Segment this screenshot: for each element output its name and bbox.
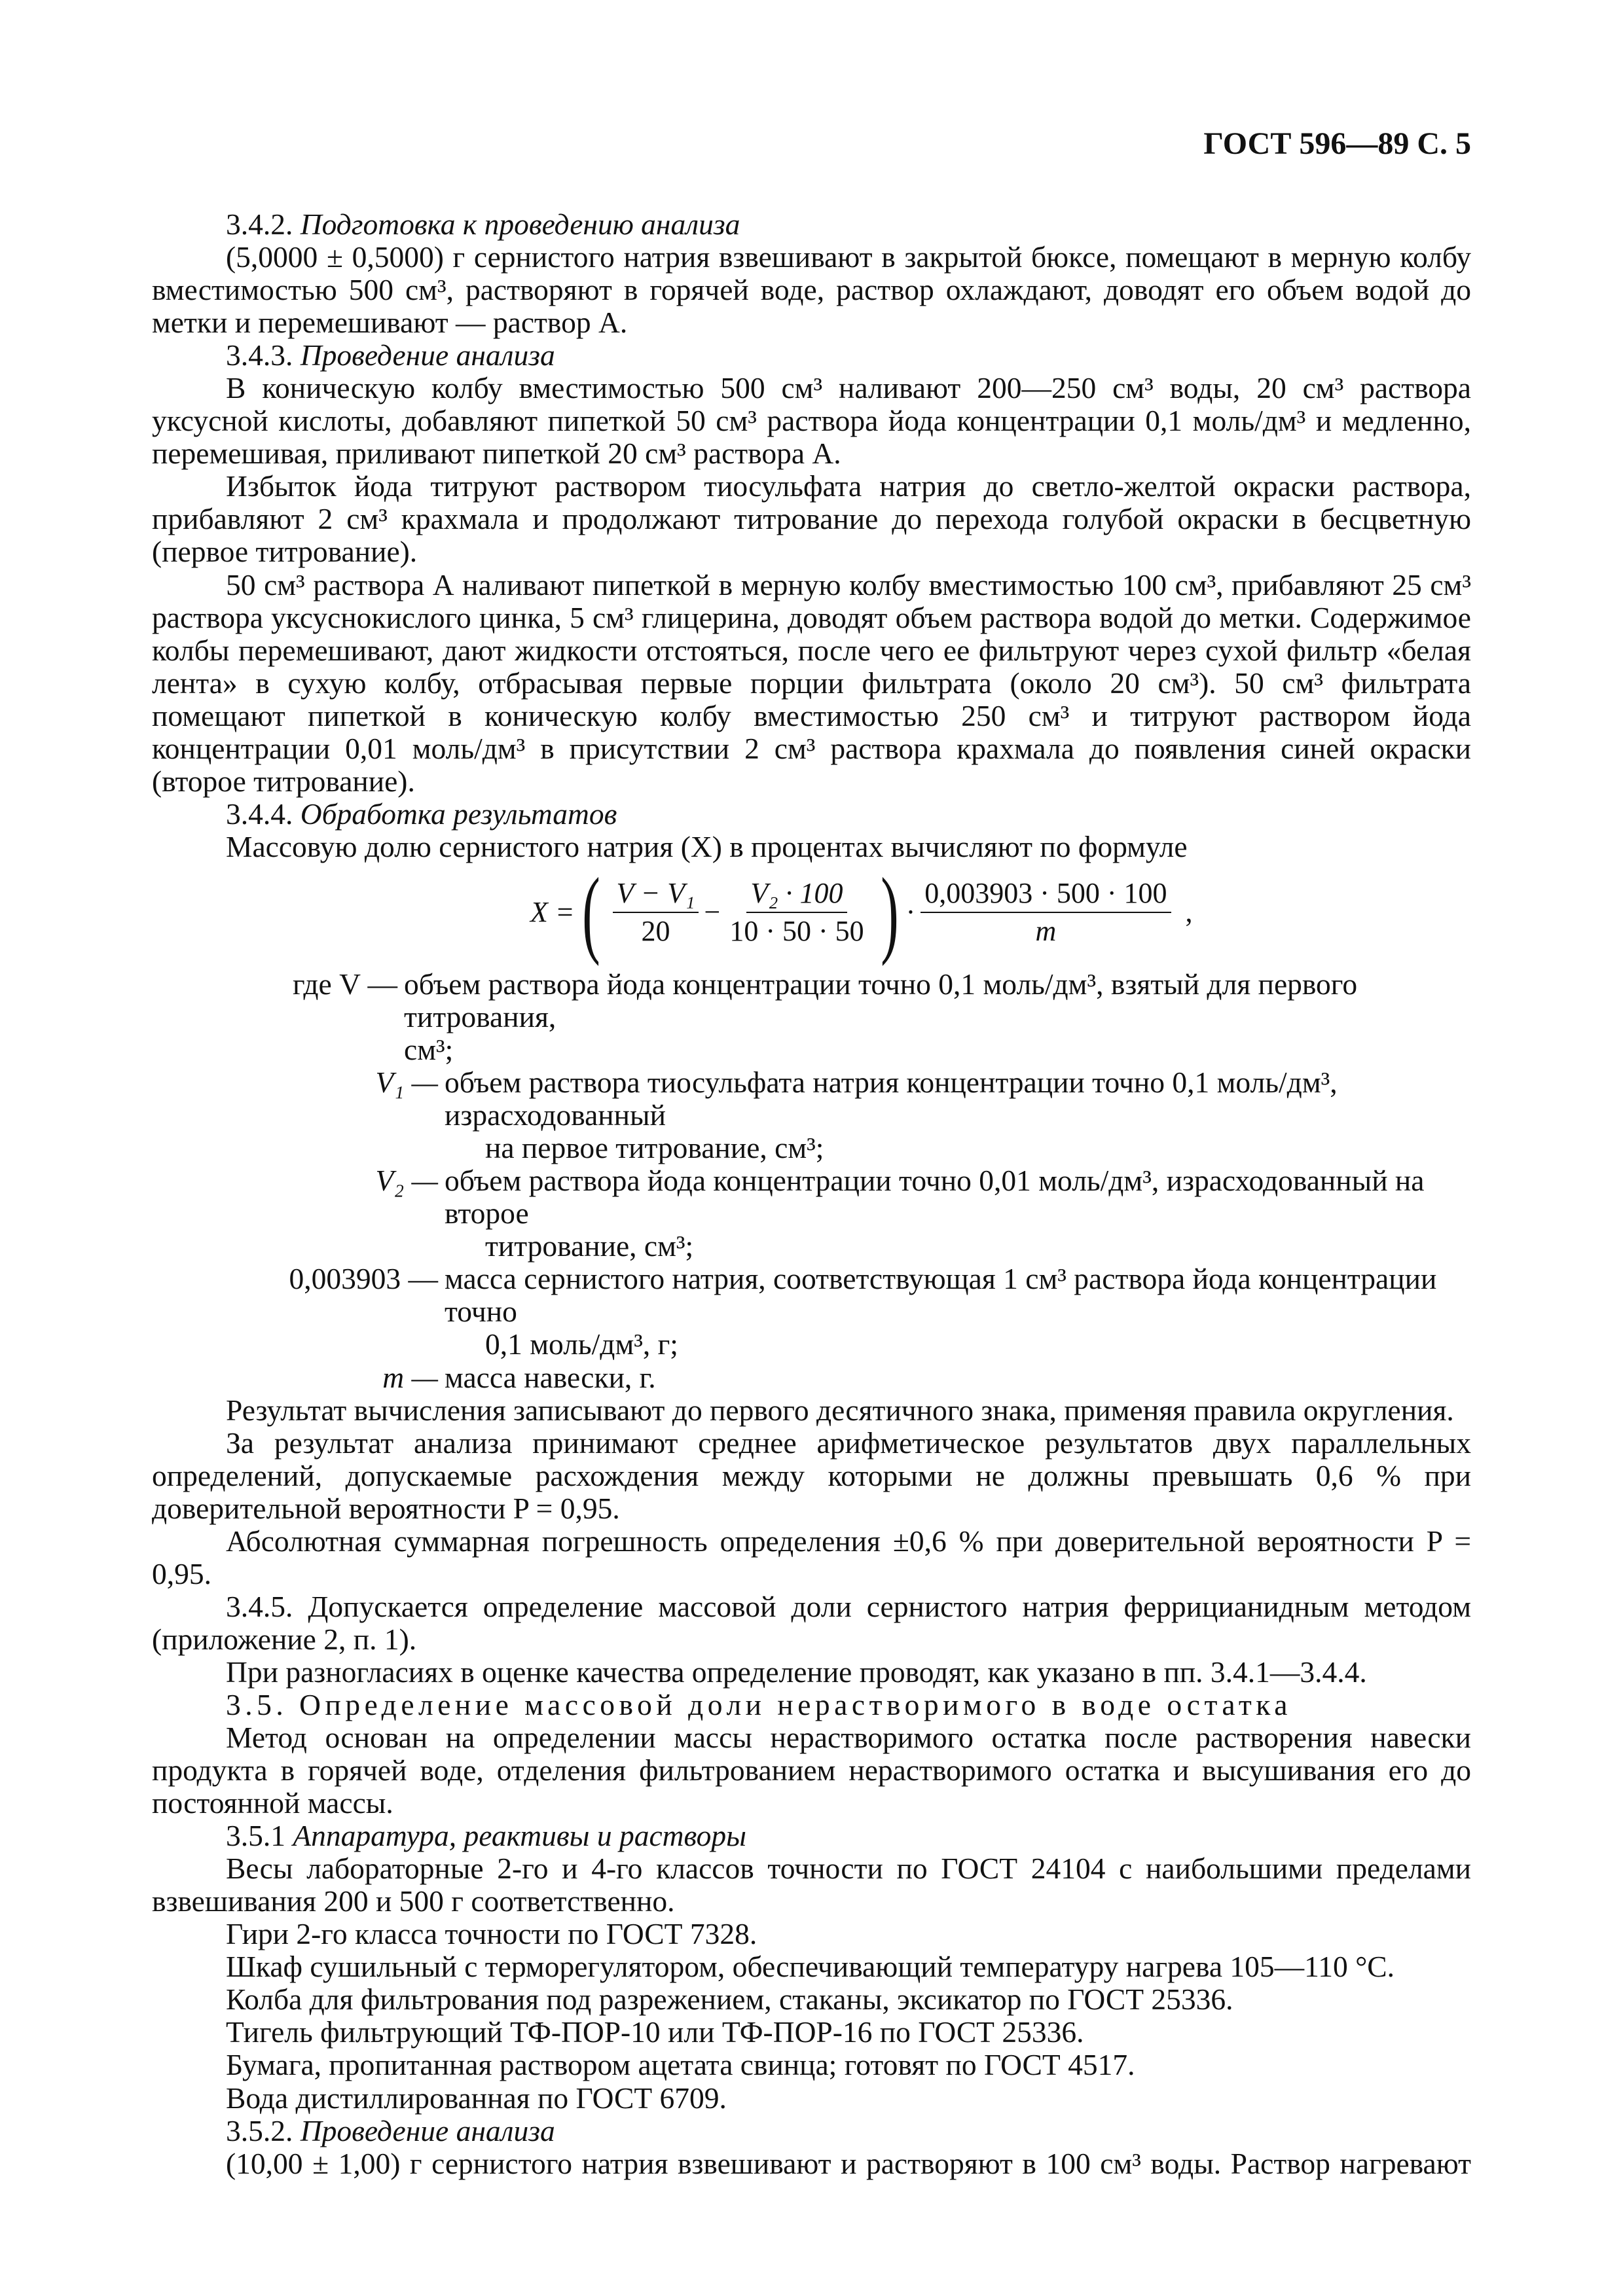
paragraph: (5,0000 ± 0,5000) г сернистого натрия взвешивают в закрытой бюксе, помещают в мерную колбу вместимостью 500 см³, растворяют в горячей воде, раствор охлаждают, доводят его объем водой до метки и перемешивают — раствор А.	[152, 240, 1471, 340]
definition-item: m — масса навески, г.	[382, 1360, 656, 1394]
paragraph: Метод основан на определении массы нерастворимого остатка после растворения навески продукта в горячей воде, отделения фильтрованием нерастворимого остатка и высушивания его до постоянной массы.	[152, 1721, 1471, 1820]
formula-lhs: X =	[530, 895, 575, 928]
paragraph: 3.4.5. Допускается определение массовой доли сернистого натрия феррицианидным методом (приложение 2, п. 1).	[152, 1589, 1471, 1656]
page-content	[152, 208, 1471, 2180]
formula-dot: ·	[905, 895, 916, 928]
paragraph: За результат анализа принимают среднее арифметическое результатов двух параллельных определений, допускаемые расхождения между которыми не должны превышать 0,6 % при доверительной вероятности P = 0,95.	[152, 1426, 1471, 1525]
list-item: Вода дистиллированная по ГОСТ 6709.	[226, 2081, 727, 2115]
page-header: ГОСТ 596—89 С. 5	[1203, 126, 1471, 161]
formula-definitions	[152, 968, 1471, 1394]
list-item: Колба для фильтрования под разрежением, стаканы, эксикатор по ГОСТ 25336.	[226, 1982, 1233, 2017]
formula-minus: −	[704, 895, 721, 928]
list-item: Весы лабораторные 2-го и 4-го классов точности по ГОСТ 24104 с наибольшими пределами взвешивания 200 и 500 г соответственно.	[152, 1852, 1471, 1918]
definition-item: где V — объем раствора йода концентрации точно 0,1 моль/дм³, взятый для первого титрования, см³;	[292, 967, 1358, 1067]
formula-fraction-1: $\frac{\text{V − V₁}}{20}$	[613, 878, 699, 948]
list-item: Гири 2-го класса точности по ГОСТ 7328.	[226, 1917, 757, 1951]
formula-fraction-3: $\frac{0,003903 \cdot 500 \cdot 100}{m}$	[921, 878, 1171, 948]
formula-tail: ,	[1185, 895, 1193, 928]
list-item: Тигель фильтрующий ТФ-ПОР-10 или ТФ-ПОР-16 по ГОСТ 25336.	[226, 2015, 1084, 2049]
formula-left-paren: (	[581, 857, 600, 967]
paragraph: Результат вычисления записывают до первого десятичного знака, применяя правила округления.	[226, 1393, 1454, 1427]
formula-right-paren: )	[880, 857, 899, 967]
section-heading-3-4-3: 3.4.3. Проведение анализа	[226, 338, 555, 372]
paragraph: Избыток йода титруют раствором тиосульфата натрия до светло-желтой окраски раствора, прибавляют 2 см³ крахмала и продолжают титрование до перехода голубой окраски в бесцветную (первое титрование).	[152, 469, 1471, 569]
formula	[152, 857, 1471, 967]
formula-intro: Массовую долю сернистого натрия (X) в процентах вычисляют по формуле	[226, 829, 1188, 863]
paragraph: (10,00 ± 1,00) г сернистого натрия взвешивают и растворяют в 100 см³ воды. Раствор нагревают	[226, 2146, 1471, 2180]
paragraph: В коническую колбу вместимостью 500 см³ наливают 200—250 см³ воды, 20 см³ раствора уксусной кислоты, добавляют пипеткой 50 см³ раствора йода концентрации 0,1 моль/дм³ и медленно, перемешивая, приливают пипеткой 20 см³ раствора А.	[152, 371, 1471, 471]
section-heading-3-4-2: 3.4.2. Подготовка к проведению анализа	[226, 207, 740, 241]
formula-fraction-2: $\frac{\text{V₂ · 100}}{10 \cdot 50 \cdot 50}$	[729, 876, 864, 947]
definition-item: V₁ — объем раствора тиосульфата натрия концентрации точно 0,1 моль/дм³, израсходованный на первое титрование, см³;	[375, 1066, 1338, 1165]
list-item: Бумага, пропитанная раствором ацетата свинца; готовят по ГОСТ 4517.	[226, 2048, 1135, 2082]
definition-item: 0,003903 — масса сернистого натрия, соответствующая 1 см³ раствора йода концентрации точно 0,1 моль/дм³, г;	[289, 1262, 1437, 1361]
section-heading-3-5: 3.5. Определение массовой доли нерастворимого в воде остатка	[226, 1687, 1292, 1721]
definition-item: V₂ — объем раствора йода концентрации точно 0,01 моль/дм³, израсходованный на второе титрование, см³;	[375, 1164, 1425, 1263]
section-heading-3-4-4: 3.4.4. Обработка результатов	[226, 797, 617, 831]
paragraph: Абсолютная суммарная погрешность определения ±0,6 % при доверительной вероятности P = 0,95.	[152, 1524, 1471, 1590]
section-heading-3-5-2: 3.5.2. Проведение анализа	[226, 2113, 555, 2147]
document-page	[152, 0, 1471, 2296]
paragraph: 50 см³ раствора А наливают пипеткой в мерную колбу вместимостью 100 см³, прибавляют 25 см³ раствора уксуснокислого цинка, 5 см³ глицерина, доводят объем раствора водой до метки. Содержимое колбы перемешивают, дают жидкости отстояться, после чего ее фильтруют через сухой фильтр «белая лента» в сухую колбу, отбрасывая первые порции фильтрата (около 20 см³). 50 см³ фильтрата помещают пипеткой в коническую колбу вместимостью 250 см³ и титруют раствором йода концентрации 0,01 моль/дм³ в присутствии 2 см³ раствора крахмала до появления синей окраски (второе титрование).	[152, 567, 1471, 798]
section-heading-3-5-1: 3.5.1 Аппаратура, реактивы и растворы	[226, 1819, 746, 1853]
list-item: Шкаф сушильный с терморегулятором, обеспечивающий температуру нагрева 105—110 °С.	[226, 1950, 1395, 1984]
paragraph: При разногласиях в оценке качества определение проводят, как указано в пп. 3.4.1—3.4.4.	[226, 1655, 1367, 1689]
